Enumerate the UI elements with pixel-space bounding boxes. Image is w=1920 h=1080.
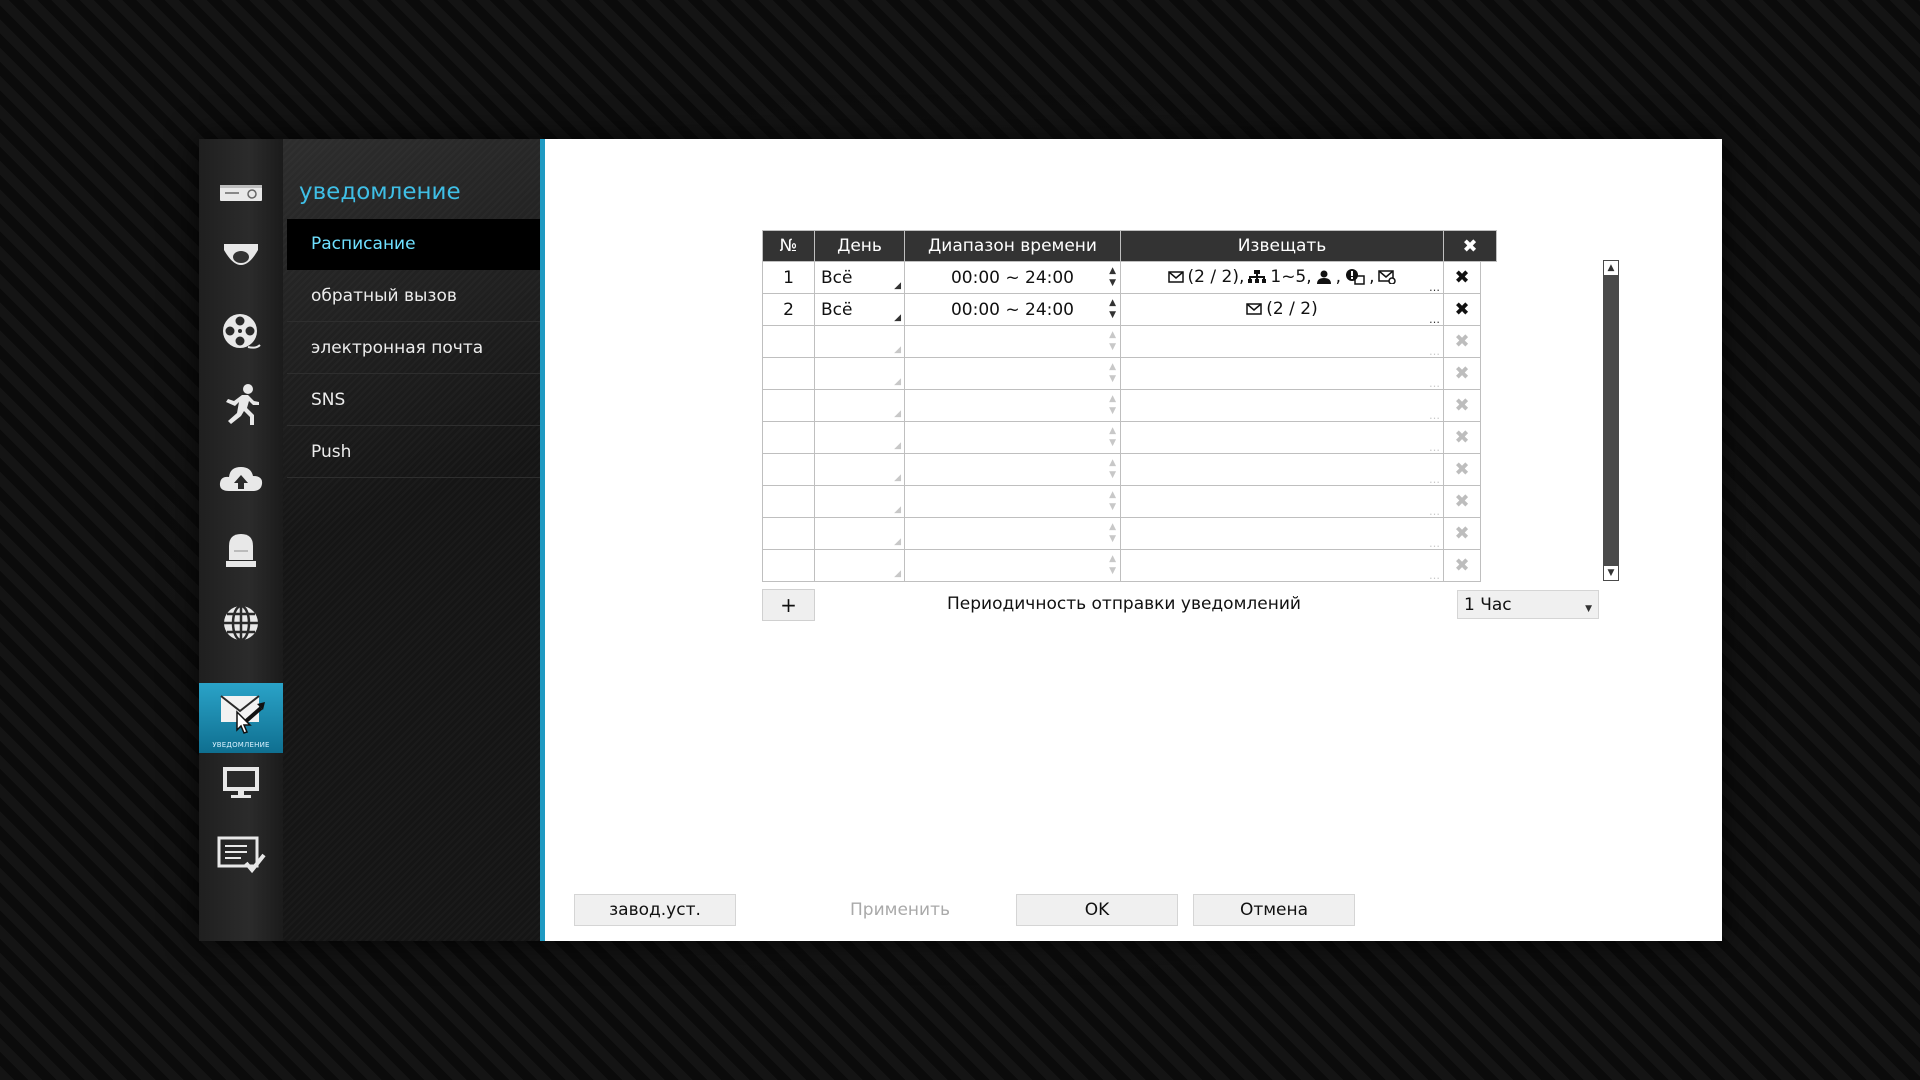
close-icon: ✖: [1454, 363, 1470, 384]
time-range-field[interactable]: [905, 262, 1121, 294]
notify-field[interactable]: [1121, 454, 1444, 486]
spinner-icon[interactable]: ▲ ▼: [1109, 266, 1116, 288]
close-icon: ✖: [1462, 235, 1478, 257]
scroll-down-icon[interactable]: ▼: [1604, 566, 1618, 580]
settings-dialog: [199, 139, 1722, 941]
delete-row-button[interactable]: [1444, 358, 1481, 390]
more-icon: …: [1429, 505, 1440, 518]
spinner-icon[interactable]: ▲ ▼: [1109, 458, 1116, 480]
delete-row-button[interactable]: [1444, 422, 1481, 454]
notify-field[interactable]: [1121, 486, 1444, 518]
more-icon: …: [1429, 377, 1440, 390]
spinner-icon[interactable]: ▲ ▼: [1109, 522, 1116, 544]
day-value: Всё: [821, 267, 853, 288]
notification-icon: [215, 690, 267, 734]
col-header-day: День: [815, 231, 905, 262]
spinner-icon[interactable]: ▲ ▼: [1109, 330, 1116, 352]
category-record[interactable]: [199, 297, 283, 367]
day-select[interactable]: [815, 422, 905, 454]
notify-field[interactable]: [1121, 390, 1444, 422]
day-select[interactable]: [815, 262, 905, 294]
motion-icon: [220, 383, 262, 427]
row-num: [763, 326, 815, 358]
submenu-item-schedule[interactable]: Расписание: [287, 219, 540, 270]
time-range-field[interactable]: [905, 422, 1121, 454]
close-icon: ✖: [1454, 395, 1470, 416]
dropdown-corner-icon: ◢: [894, 537, 901, 547]
dropdown-corner-icon: ◢: [894, 569, 901, 579]
close-icon: ✖: [1454, 427, 1470, 448]
day-select[interactable]: [815, 454, 905, 486]
row-num: [763, 422, 815, 454]
cloud-icon: [217, 461, 265, 495]
notify-field[interactable]: [1121, 294, 1444, 326]
time-range-field[interactable]: [905, 550, 1121, 582]
more-icon: …: [1429, 281, 1440, 294]
more-icon: …: [1429, 313, 1440, 326]
scroll-up-icon[interactable]: ▲: [1604, 261, 1618, 275]
period-label: Периодичность отправки уведомлений: [947, 594, 1301, 614]
day-select[interactable]: [815, 390, 905, 422]
category-recorder[interactable]: [199, 158, 283, 228]
category-alarm[interactable]: [199, 515, 283, 585]
mail-icon: [1168, 271, 1184, 283]
spinner-icon[interactable]: ▲ ▼: [1109, 298, 1116, 320]
category-network[interactable]: [199, 588, 283, 658]
close-icon: ✖: [1454, 491, 1470, 512]
table-row-empty: [763, 422, 1497, 454]
time-range-field[interactable]: [905, 486, 1121, 518]
dropdown-corner-icon: ◢: [894, 473, 901, 483]
col-header-notify: Извещать: [1121, 231, 1444, 262]
delete-row-button[interactable]: [1444, 550, 1481, 582]
time-range-value: 00:00 ~ 24:00: [950, 267, 1075, 288]
spinner-icon[interactable]: ▲ ▼: [1109, 394, 1116, 416]
table-scrollbar[interactable]: [1603, 260, 1619, 581]
separator: ,: [1369, 267, 1375, 287]
delete-row-button[interactable]: [1444, 454, 1481, 486]
network-icon: [221, 603, 261, 643]
category-backup[interactable]: [199, 443, 283, 513]
user-icon: [1316, 270, 1332, 284]
category-system[interactable]: [199, 820, 283, 890]
delete-row-button[interactable]: [1444, 294, 1481, 326]
delete-row-button[interactable]: [1444, 518, 1481, 550]
dropdown-corner-icon: ◢: [894, 409, 901, 419]
time-range-value: 00:00 ~ 24:00: [950, 299, 1075, 320]
time-range-field[interactable]: [905, 294, 1121, 326]
delete-row-button[interactable]: [1444, 326, 1481, 358]
submenu-item-sns[interactable]: SNS: [287, 375, 540, 426]
col-header-num: №: [763, 231, 815, 262]
day-select[interactable]: [815, 486, 905, 518]
submenu-title: уведомление: [299, 179, 461, 205]
delete-row-button[interactable]: [1444, 486, 1481, 518]
table-row: [763, 262, 1497, 294]
separator: ,: [1335, 267, 1342, 287]
notify-field[interactable]: [1121, 550, 1444, 582]
submenu-item-callback[interactable]: обратный вызов: [287, 271, 540, 322]
more-icon: …: [1429, 441, 1440, 454]
category-camera[interactable]: [199, 223, 283, 293]
time-range-field[interactable]: [905, 326, 1121, 358]
row-num: [763, 550, 815, 582]
table-row-empty: [763, 326, 1497, 358]
main-category-bar: [199, 139, 283, 941]
monitor-icon: [220, 764, 262, 800]
table-row-empty: [763, 358, 1497, 390]
row-num: [763, 486, 815, 518]
row-num: [763, 390, 815, 422]
time-range-field[interactable]: [905, 390, 1121, 422]
more-icon: …: [1429, 569, 1440, 582]
more-icon: …: [1429, 473, 1440, 486]
submenu-item-email[interactable]: электронная почта: [287, 323, 540, 374]
row-num: [763, 518, 815, 550]
row-num: 1: [763, 262, 815, 294]
delete-all-button[interactable]: [1444, 231, 1497, 262]
time-range-field[interactable]: [905, 358, 1121, 390]
more-icon: …: [1429, 345, 1440, 358]
close-icon: ✖: [1454, 555, 1470, 576]
time-range-field[interactable]: [905, 518, 1121, 550]
dropdown-corner-icon: ◢: [894, 377, 901, 387]
table-row: [763, 294, 1497, 326]
ok-button[interactable]: OK: [1016, 894, 1178, 926]
category-caption: УВЕДОМЛЕНИЕ: [212, 741, 270, 749]
network-tree-icon: [1248, 270, 1266, 284]
add-schedule-button[interactable]: +: [762, 589, 815, 621]
category-display[interactable]: [199, 747, 283, 817]
dropdown-corner-icon: ◢: [894, 281, 901, 291]
delete-row-button[interactable]: [1444, 262, 1481, 294]
day-select[interactable]: [815, 358, 905, 390]
row-num: [763, 358, 815, 390]
day-select[interactable]: [815, 518, 905, 550]
close-icon: ✖: [1454, 459, 1470, 480]
submenu-panel: [283, 139, 540, 941]
submenu-item-push[interactable]: Push: [287, 427, 540, 478]
network-range: 1~5,: [1270, 267, 1312, 287]
table-row-empty: [763, 390, 1497, 422]
alert-message-icon: [1345, 269, 1365, 285]
notify-field[interactable]: [1121, 262, 1444, 294]
notify-field[interactable]: [1121, 326, 1444, 358]
notify-field[interactable]: [1121, 518, 1444, 550]
spinner-icon[interactable]: ▲ ▼: [1109, 554, 1116, 576]
apply-button[interactable]: Применить: [850, 900, 950, 920]
close-icon: ✖: [1454, 267, 1470, 288]
factory-default-button[interactable]: завод.уст.: [574, 894, 736, 926]
table-row-empty: [763, 454, 1497, 486]
period-value: 1 Час: [1464, 595, 1512, 615]
dropdown-corner-icon: ◢: [894, 345, 901, 355]
spinner-icon[interactable]: ▲ ▼: [1109, 490, 1116, 512]
delete-row-button[interactable]: [1444, 390, 1481, 422]
system-check-icon: [216, 835, 266, 875]
alarm-light-icon: [221, 530, 261, 570]
row-num: 2: [763, 294, 815, 326]
dropdown-corner-icon: ◢: [894, 505, 901, 515]
content-area: [545, 139, 1722, 941]
table-row-empty: [763, 550, 1497, 582]
more-icon: …: [1429, 537, 1440, 550]
schedule-table: [762, 230, 1497, 582]
mail-count: (2 / 2): [1266, 299, 1318, 319]
camera-icon: [220, 240, 262, 276]
film-reel-icon: [220, 311, 262, 353]
category-notification[interactable]: [199, 683, 283, 753]
mail-icon: [1246, 303, 1262, 315]
close-icon: ✖: [1454, 331, 1470, 352]
dropdown-corner-icon: ◢: [894, 441, 901, 451]
notify-field[interactable]: [1121, 422, 1444, 454]
day-value: Всё: [821, 299, 853, 320]
period-select[interactable]: [1457, 590, 1599, 619]
spinner-icon[interactable]: ▲ ▼: [1109, 426, 1116, 448]
day-select[interactable]: [815, 294, 905, 326]
col-header-time: Диапазон времени: [905, 231, 1121, 262]
recorder-icon: [219, 182, 263, 204]
chevron-down-icon: ▼: [1585, 604, 1592, 614]
table-row-empty: [763, 518, 1497, 550]
row-num: [763, 454, 815, 486]
more-icon: …: [1429, 409, 1440, 422]
mail-settings-icon: [1378, 270, 1396, 284]
cancel-button[interactable]: Отмена: [1193, 894, 1355, 926]
close-icon: ✖: [1454, 523, 1470, 544]
spinner-icon[interactable]: ▲ ▼: [1109, 362, 1116, 384]
day-select[interactable]: [815, 550, 905, 582]
close-icon: ✖: [1454, 299, 1470, 320]
notify-field[interactable]: [1121, 358, 1444, 390]
dropdown-corner-icon: ◢: [894, 313, 901, 323]
time-range-field[interactable]: [905, 454, 1121, 486]
category-event[interactable]: [199, 370, 283, 440]
day-select[interactable]: [815, 326, 905, 358]
mail-count: (2 / 2),: [1187, 267, 1245, 287]
table-row-empty: [763, 486, 1497, 518]
